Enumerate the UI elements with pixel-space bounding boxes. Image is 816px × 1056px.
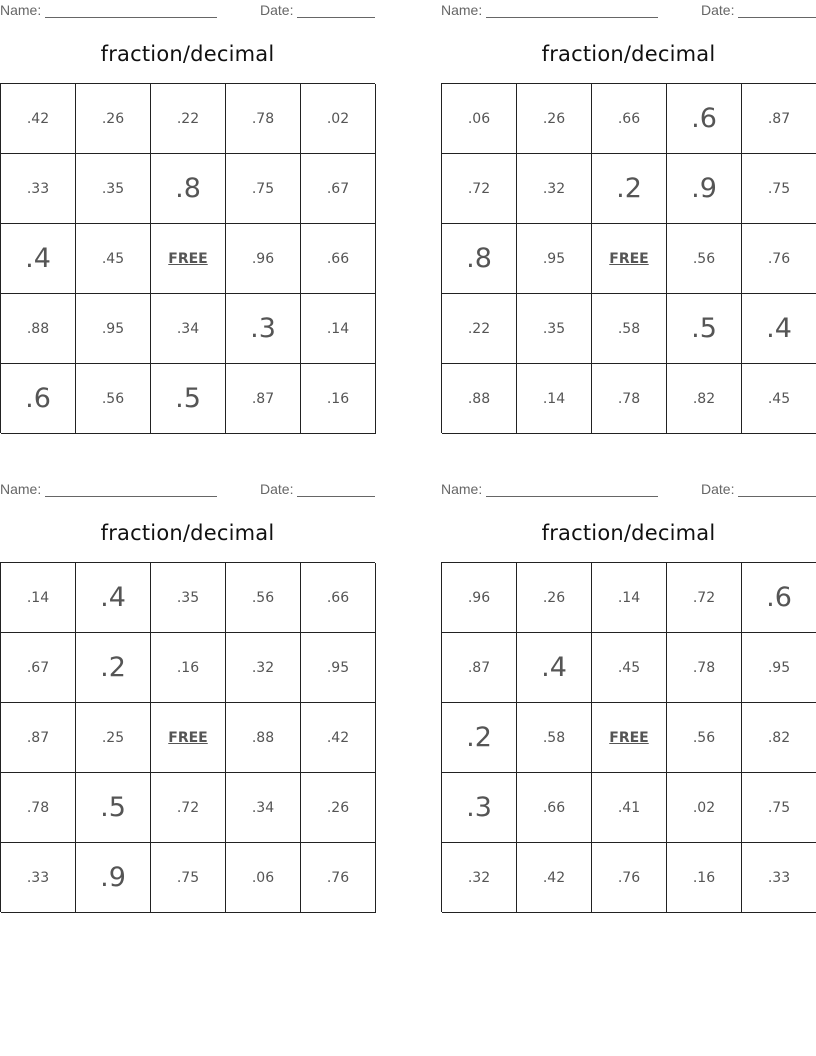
- bingo-cell: .16: [301, 364, 376, 434]
- bingo-cell: .56: [667, 224, 742, 294]
- bingo-cell: .22: [151, 84, 226, 154]
- bingo-cell: .35: [151, 563, 226, 633]
- name-label: Name:: [441, 2, 483, 18]
- name-field[interactable]: [45, 17, 217, 18]
- bingo-cell: .76: [592, 843, 667, 913]
- bingo-card: [0, 0, 375, 440]
- bingo-cell: .16: [667, 843, 742, 913]
- bingo-cell: .33: [742, 843, 816, 913]
- bingo-cell: .45: [742, 364, 816, 434]
- name-date-row: [0, 481, 375, 499]
- bingo-cell: .32: [226, 633, 301, 703]
- bingo-cell: .96: [226, 224, 301, 294]
- bingo-cell: .78: [226, 84, 301, 154]
- bingo-cell: .4: [742, 294, 816, 364]
- bingo-cell: .35: [76, 154, 151, 224]
- bingo-cell: .76: [301, 843, 376, 913]
- bingo-cell: .87: [226, 364, 301, 434]
- name-field[interactable]: [486, 17, 658, 18]
- card-title: fraction/decimal: [100, 521, 275, 545]
- bingo-cell: .76: [742, 224, 816, 294]
- bingo-cell: .22: [442, 294, 517, 364]
- date-field[interactable]: [297, 496, 375, 497]
- bingo-cell: .2: [592, 154, 667, 224]
- bingo-cell: .42: [1, 84, 76, 154]
- bingo-cell: .2: [76, 633, 151, 703]
- bingo-cell: .6: [667, 84, 742, 154]
- free-space: FREE: [151, 703, 226, 773]
- name-date-row: [0, 2, 375, 20]
- bingo-cell: .26: [517, 84, 592, 154]
- bingo-cell: .66: [301, 224, 376, 294]
- bingo-cell: .9: [76, 843, 151, 913]
- name-date-row: [441, 2, 816, 20]
- bingo-cell: .8: [151, 154, 226, 224]
- bingo-cell: .87: [1, 703, 76, 773]
- bingo-cell: .26: [517, 563, 592, 633]
- bingo-cell: .45: [76, 224, 151, 294]
- bingo-cell: .95: [742, 633, 816, 703]
- bingo-cell: .5: [151, 364, 226, 434]
- free-space: FREE: [592, 224, 667, 294]
- bingo-cell: .88: [442, 364, 517, 434]
- bingo-cell: .67: [301, 154, 376, 224]
- bingo-cell: .56: [226, 563, 301, 633]
- date-label: Date:: [260, 2, 294, 18]
- bingo-cell: .72: [667, 563, 742, 633]
- bingo-cell: .32: [442, 843, 517, 913]
- bingo-cell: .66: [592, 84, 667, 154]
- bingo-cell: .34: [151, 294, 226, 364]
- bingo-cell: .2: [442, 703, 517, 773]
- bingo-cell: .66: [517, 773, 592, 843]
- bingo-card: [0, 479, 375, 919]
- date-field[interactable]: [297, 17, 375, 18]
- card-title: fraction/decimal: [541, 42, 716, 66]
- bingo-cell: .41: [592, 773, 667, 843]
- bingo-cell: .5: [76, 773, 151, 843]
- bingo-grid: [0, 83, 375, 433]
- bingo-cell: .14: [517, 364, 592, 434]
- bingo-cell: .78: [667, 633, 742, 703]
- bingo-cell: .96: [442, 563, 517, 633]
- name-date-row: [441, 481, 816, 499]
- bingo-cell: .26: [76, 84, 151, 154]
- bingo-cell: .95: [76, 294, 151, 364]
- bingo-cell: .9: [667, 154, 742, 224]
- date-label: Date:: [701, 481, 735, 497]
- bingo-cell: .32: [517, 154, 592, 224]
- date-field[interactable]: [738, 496, 816, 497]
- bingo-cell: .56: [667, 703, 742, 773]
- bingo-cell: .5: [667, 294, 742, 364]
- bingo-cell: .3: [442, 773, 517, 843]
- bingo-cell: .26: [301, 773, 376, 843]
- bingo-cell: .82: [742, 703, 816, 773]
- bingo-cell: .02: [301, 84, 376, 154]
- free-space: FREE: [592, 703, 667, 773]
- bingo-cell: .4: [517, 633, 592, 703]
- bingo-cell: .56: [76, 364, 151, 434]
- bingo-cell: .88: [226, 703, 301, 773]
- name-label: Name:: [0, 2, 42, 18]
- bingo-cell: .75: [226, 154, 301, 224]
- bingo-cell: .66: [301, 563, 376, 633]
- bingo-cell: .75: [742, 154, 816, 224]
- bingo-cell: .42: [517, 843, 592, 913]
- card-title: fraction/decimal: [541, 521, 716, 545]
- bingo-cell: .8: [442, 224, 517, 294]
- date-label: Date:: [701, 2, 735, 18]
- card-title: fraction/decimal: [100, 42, 275, 66]
- bingo-cell: .82: [667, 364, 742, 434]
- bingo-cell: .75: [742, 773, 816, 843]
- bingo-cell: .72: [442, 154, 517, 224]
- bingo-cell: .14: [592, 563, 667, 633]
- bingo-card: [441, 479, 816, 919]
- name-field[interactable]: [45, 496, 217, 497]
- bingo-cell: .06: [226, 843, 301, 913]
- free-space: FREE: [151, 224, 226, 294]
- bingo-cell: .42: [301, 703, 376, 773]
- name-label: Name:: [441, 481, 483, 497]
- bingo-cell: .78: [592, 364, 667, 434]
- bingo-cell: .4: [76, 563, 151, 633]
- bingo-cell: .87: [442, 633, 517, 703]
- bingo-cell: .95: [517, 224, 592, 294]
- bingo-cell: .06: [442, 84, 517, 154]
- bingo-cell: .14: [1, 563, 76, 633]
- bingo-cell: .35: [517, 294, 592, 364]
- bingo-cell: .6: [742, 563, 816, 633]
- bingo-cell: .25: [76, 703, 151, 773]
- date-label: Date:: [260, 481, 294, 497]
- name-label: Name:: [0, 481, 42, 497]
- bingo-cell: .45: [592, 633, 667, 703]
- bingo-cell: .14: [301, 294, 376, 364]
- bingo-card: [441, 0, 816, 440]
- bingo-cell: .16: [151, 633, 226, 703]
- bingo-grid: [441, 83, 816, 433]
- bingo-cell: .33: [1, 843, 76, 913]
- bingo-cell: .58: [592, 294, 667, 364]
- bingo-cell: .75: [151, 843, 226, 913]
- bingo-cell: .02: [667, 773, 742, 843]
- bingo-cell: .4: [1, 224, 76, 294]
- bingo-cell: .72: [151, 773, 226, 843]
- name-field[interactable]: [486, 496, 658, 497]
- bingo-cell: .67: [1, 633, 76, 703]
- bingo-cell: .34: [226, 773, 301, 843]
- bingo-cell: .95: [301, 633, 376, 703]
- bingo-cell: .58: [517, 703, 592, 773]
- bingo-cell: .78: [1, 773, 76, 843]
- bingo-grid: [441, 562, 816, 912]
- bingo-cell: .88: [1, 294, 76, 364]
- bingo-grid: [0, 562, 375, 912]
- date-field[interactable]: [738, 17, 816, 18]
- bingo-cell: .6: [1, 364, 76, 434]
- bingo-cell: .3: [226, 294, 301, 364]
- bingo-cell: .33: [1, 154, 76, 224]
- bingo-cell: .87: [742, 84, 816, 154]
